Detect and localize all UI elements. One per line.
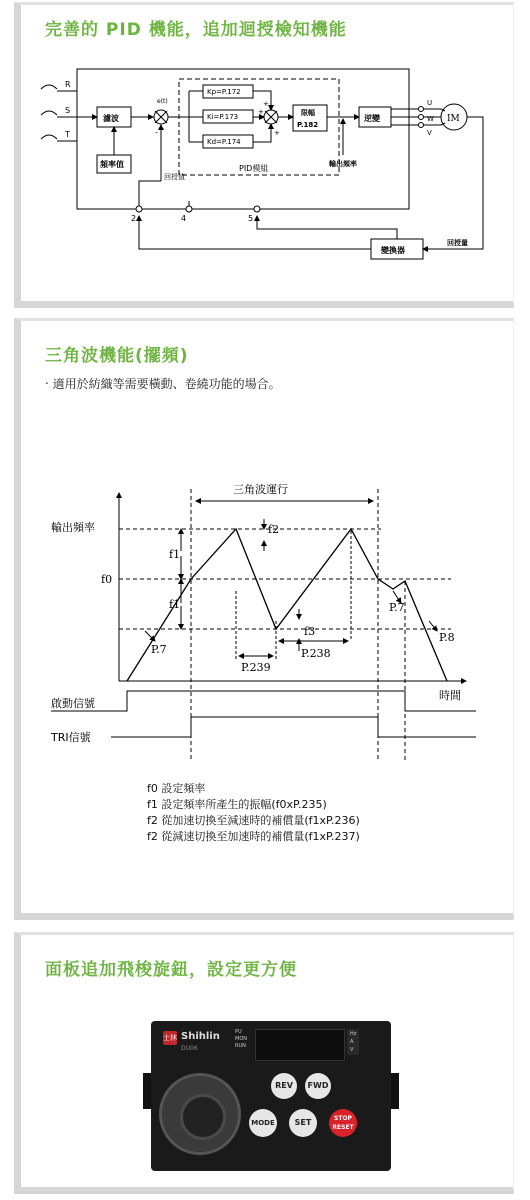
f2-label: f2 (268, 523, 280, 536)
right-tab (391, 1073, 399, 1109)
feedback-label: 回授量 (447, 239, 468, 247)
brand-name: Shihlin (181, 1031, 220, 1042)
legend-item: f2 從加速切換至減速時的補償量(f1xP.236) (147, 814, 360, 827)
start-signal-label: 啟動信號 (51, 697, 95, 710)
mode-indicators (235, 1029, 247, 1050)
et-label: e(t) (157, 98, 168, 105)
p7-label-left: P.7 (151, 643, 167, 656)
unit-a: A (350, 1039, 354, 1045)
display-window (255, 1029, 345, 1061)
legend-item: f2 從減速切換至加速時的補償量(f1xP.237) (147, 830, 360, 843)
pid-block-diagram (21, 51, 501, 296)
p7-label-right: P.7 (389, 601, 405, 614)
pid-panel-title: 完善的 PID 機能，追加迴授檢知機能 (45, 20, 347, 40)
output-freq-label: 輸出頻率 (329, 160, 357, 168)
plus-label-2: + (258, 108, 264, 116)
legend-item: f0 設定頻率 (147, 782, 206, 795)
mode-button[interactable]: MODE (249, 1109, 277, 1137)
plus-label-3: + (274, 129, 280, 137)
running-label: 三角波運行 (233, 483, 288, 496)
filter-label: 濾波 (103, 114, 119, 123)
p239-label: P.239 (241, 661, 271, 674)
reset-label: RESET (332, 1124, 354, 1131)
brand-logo: 士林 (163, 1031, 177, 1045)
p8-label: P.8 (439, 631, 455, 644)
mode-run: RUN (235, 1043, 246, 1049)
tri-signal-label: TRI信號 (51, 731, 91, 744)
y-axis-label: 輸出頻率 (51, 521, 95, 534)
triangle-legend (147, 781, 360, 845)
legend-item: f1 設定頻率所產生的振幅(f0xP.235) (147, 798, 327, 811)
limit-param: P.182 (297, 121, 319, 129)
rev-button[interactable]: REV (271, 1073, 297, 1099)
kp-label: Kp=P.172 (207, 88, 241, 96)
unit-indicators (347, 1029, 359, 1055)
left-tab (143, 1073, 151, 1109)
pid-module-label: PID模組 (239, 164, 269, 173)
inverter-label: 逆變 (364, 114, 380, 123)
mode-mon: MON (235, 1036, 247, 1042)
limit-label: 限幅 (301, 109, 315, 117)
transducer-label: 變換器 (381, 246, 405, 255)
plus-label-1: + (263, 100, 269, 108)
f1-label-upper: f1 (169, 548, 181, 561)
stop-label: STOP (334, 1115, 352, 1122)
knob-inner-icon (180, 1094, 226, 1140)
motor-label: IM (447, 114, 460, 124)
terminal-5: 5 (248, 214, 254, 223)
panel-knob-panel (14, 932, 514, 1194)
model-name: DU06 (181, 1045, 198, 1052)
minus-label: - (155, 128, 158, 137)
triangle-wave-diagram (21, 471, 501, 771)
mode-pu: PU (235, 1029, 242, 1035)
kd-label: Kd=P.174 (207, 138, 241, 146)
triangle-wave-panel (14, 318, 514, 920)
freq-value-label: 頻率值 (100, 160, 124, 169)
ki-label: Ki=P.173 (207, 113, 239, 121)
w-label: W (427, 115, 434, 123)
unit-hz: Hz (350, 1031, 357, 1037)
pid-panel (14, 2, 514, 308)
terminal-4: 4 (181, 214, 187, 223)
label-s: S (65, 106, 71, 115)
stop-reset-button[interactable] (329, 1109, 357, 1137)
feedback-value-label: 回授值 (164, 173, 185, 181)
f1-label-lower: f1 (169, 598, 181, 611)
triangle-bullet: ‧ 適用於紡織等需要橫動、卷繞功能的場合。 (45, 377, 281, 391)
jog-knob[interactable] (159, 1073, 241, 1155)
fwd-button[interactable]: FWD (305, 1073, 331, 1099)
set-button[interactable]: SET (289, 1109, 317, 1137)
f0-label: f0 (101, 573, 113, 586)
knob-panel-title: 面板追加飛梭旋鈕，設定更方便 (45, 960, 297, 980)
unit-v: V (350, 1047, 354, 1053)
v-label: V (427, 129, 432, 137)
operator-panel-device (151, 1021, 391, 1171)
p238-label: P.238 (301, 647, 331, 660)
terminal-2: 2 (131, 214, 137, 223)
label-t: T (65, 130, 70, 139)
triangle-panel-title: 三角波機能(擺頻) (45, 346, 189, 366)
f3-label: f3 (304, 625, 316, 638)
u-label: U (427, 99, 433, 107)
x-axis-label: 時間 (439, 689, 461, 702)
label-r: R (65, 80, 71, 89)
